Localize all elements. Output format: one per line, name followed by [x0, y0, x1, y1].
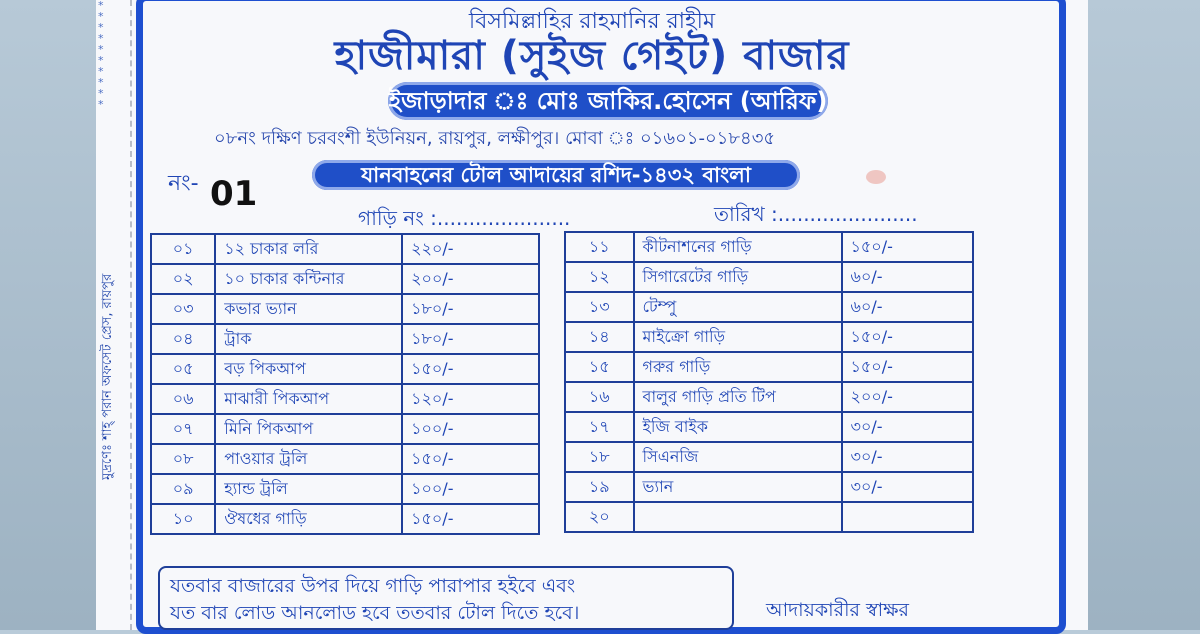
toll-row-amount: ৩০/- — [842, 472, 973, 502]
bismillah-line: বিসমিল্লাহির রাহমানির রাহীম — [468, 9, 716, 34]
toll-row-amount: ১৮০/- — [402, 294, 539, 324]
toll-row-number: ০৬ — [151, 384, 215, 414]
toll-row-number: ০৯ — [151, 474, 215, 504]
toll-row-number: ০৭ — [151, 414, 215, 444]
toll-note-box — [158, 566, 734, 630]
toll-row — [151, 504, 539, 534]
toll-row — [151, 444, 539, 474]
toll-row-vehicle: ১২ চাকার লরি — [215, 234, 402, 264]
receipt-stub — [96, 0, 132, 630]
toll-row — [565, 232, 973, 262]
lessee-banner: ইজাড়াদার ঃ মোঃ জাকির.হোসেন (আরিফ) — [388, 82, 828, 120]
toll-row-number: ০৮ — [151, 444, 215, 474]
toll-row-amount: ৬০/- — [842, 292, 973, 322]
market-title: হাজীমারা (সুইজ গেইট) বাজার — [334, 33, 850, 79]
toll-row-number: ১৭ — [565, 412, 634, 442]
date-field: তারিখ :...................... — [714, 202, 918, 226]
toll-row-number: ১৯ — [565, 472, 634, 502]
toll-row-vehicle — [634, 502, 842, 532]
toll-row-number: ২০ — [565, 502, 634, 532]
address-line: ০৮নং দক্ষিণ চরবংশী ইউনিয়ন, রায়পুর, লক্ষীপুর। মোবা ঃ ০১৬০১-০১৮৪৩৫ — [214, 128, 776, 149]
toll-row-vehicle: ঔষধের গাড়ি — [215, 504, 402, 534]
toll-row — [151, 234, 539, 264]
toll-row-vehicle: মাঝারী পিকআপ — [215, 384, 402, 414]
toll-row-vehicle: হ্যান্ড ট্রলি — [215, 474, 402, 504]
toll-row-amount: ২২০/- — [402, 234, 539, 264]
toll-row — [151, 264, 539, 294]
toll-row-amount: ১০০/- — [402, 414, 539, 444]
toll-row-amount: ৩০/- — [842, 442, 973, 472]
toll-row-amount: ১৮০/- — [402, 324, 539, 354]
toll-row-amount: ১৫০/- — [402, 504, 539, 534]
background-right — [1088, 0, 1200, 630]
toll-row-number: ১৮ — [565, 442, 634, 472]
toll-row-number: ১২ — [565, 262, 634, 292]
note-line-1: যতবার বাজারের উপর দিয়ে গাড়ি পারাপার হইবে এবং — [170, 575, 576, 597]
toll-row — [565, 322, 973, 352]
toll-row — [151, 384, 539, 414]
vehicle-number-field: গাড়ি নং :..................... — [358, 206, 571, 230]
toll-row-vehicle: ট্রাক — [215, 324, 402, 354]
toll-row-number: ১৬ — [565, 382, 634, 412]
toll-row-amount: ১৫০/- — [842, 352, 973, 382]
toll-table-right — [564, 231, 974, 533]
toll-row-amount: ১০০/- — [402, 474, 539, 504]
toll-row-vehicle: গরুর গাড়ি — [634, 352, 842, 382]
toll-row-number: ১০ — [151, 504, 215, 534]
toll-row — [565, 382, 973, 412]
toll-row — [151, 474, 539, 504]
toll-row-vehicle: বালুর গাড়ি প্রতি টিপ — [634, 382, 842, 412]
printer-credit: মুদ্রণেঃ শাহ্‌ পরান অফসেট প্রেস, রায়পুর — [100, 273, 115, 480]
toll-row-amount: ৬০/- — [842, 262, 973, 292]
toll-row-amount: ১৫০/- — [842, 322, 973, 352]
toll-row-vehicle: বড় পিকআপ — [215, 354, 402, 384]
serial-label: নং- — [168, 171, 199, 196]
toll-row-vehicle: সিগারেটের গাড়ি — [634, 262, 842, 292]
toll-row-vehicle: ভ্যান — [634, 472, 842, 502]
toll-row-number: ১৫ — [565, 352, 634, 382]
stub-perforation: * * * * * * * * * * — [98, 0, 104, 110]
toll-row-number: ০১ — [151, 234, 215, 264]
toll-row — [565, 262, 973, 292]
toll-row — [565, 352, 973, 382]
toll-row-amount — [842, 502, 973, 532]
toll-row-number: ১১ — [565, 232, 634, 262]
toll-row — [151, 354, 539, 384]
toll-table-left — [150, 233, 540, 535]
toll-row — [151, 324, 539, 354]
toll-row-vehicle: টেম্পু — [634, 292, 842, 322]
toll-row-vehicle: মিনি পিকআপ — [215, 414, 402, 444]
toll-row-number: ০৩ — [151, 294, 215, 324]
toll-row-vehicle: মাইক্রো গাড়ি — [634, 322, 842, 352]
toll-row-number: ০২ — [151, 264, 215, 294]
toll-row-vehicle: কীটনাশনের গাড়ি — [634, 232, 842, 262]
toll-receipt — [96, 0, 1088, 630]
toll-row — [565, 472, 973, 502]
toll-row-amount: ২০০/- — [402, 264, 539, 294]
background-left — [0, 0, 96, 630]
toll-row-vehicle: ১০ চাকার কন্টিনার — [215, 264, 402, 294]
toll-row — [565, 412, 973, 442]
toll-row-vehicle: ইজি বাইক — [634, 412, 842, 442]
ink-stain — [866, 170, 886, 184]
toll-row-amount: ৩০/- — [842, 412, 973, 442]
toll-row-amount: ২০০/- — [842, 382, 973, 412]
note-line-2: যত বার লোড আনলোড হবে ততবার টোল দিতে হবে। — [170, 602, 580, 624]
toll-row-vehicle: কভার ভ্যান — [215, 294, 402, 324]
serial-number: 01 — [210, 174, 258, 214]
toll-row-vehicle: পাওয়ার ট্রলি — [215, 444, 402, 474]
toll-row — [151, 294, 539, 324]
toll-row-vehicle: সিএনজি — [634, 442, 842, 472]
toll-row-number: ১৪ — [565, 322, 634, 352]
toll-row-amount: ১৫০/- — [402, 354, 539, 384]
toll-row-number: ০৫ — [151, 354, 215, 384]
toll-row — [151, 414, 539, 444]
toll-row-amount: ১৫০/- — [402, 444, 539, 474]
toll-row-number: ১৩ — [565, 292, 634, 322]
toll-row-number: ০৪ — [151, 324, 215, 354]
toll-row-amount: ১৫০/- — [842, 232, 973, 262]
toll-row — [565, 502, 973, 532]
toll-row — [565, 442, 973, 472]
toll-row — [565, 292, 973, 322]
receipt-title-banner: যানবাহনের টোল আদায়ের রশিদ-১৪৩২ বাংলা — [312, 160, 800, 190]
toll-row-amount: ১২০/- — [402, 384, 539, 414]
collector-signature-label: আদায়কারীর স্বাক্ষর — [766, 599, 909, 621]
